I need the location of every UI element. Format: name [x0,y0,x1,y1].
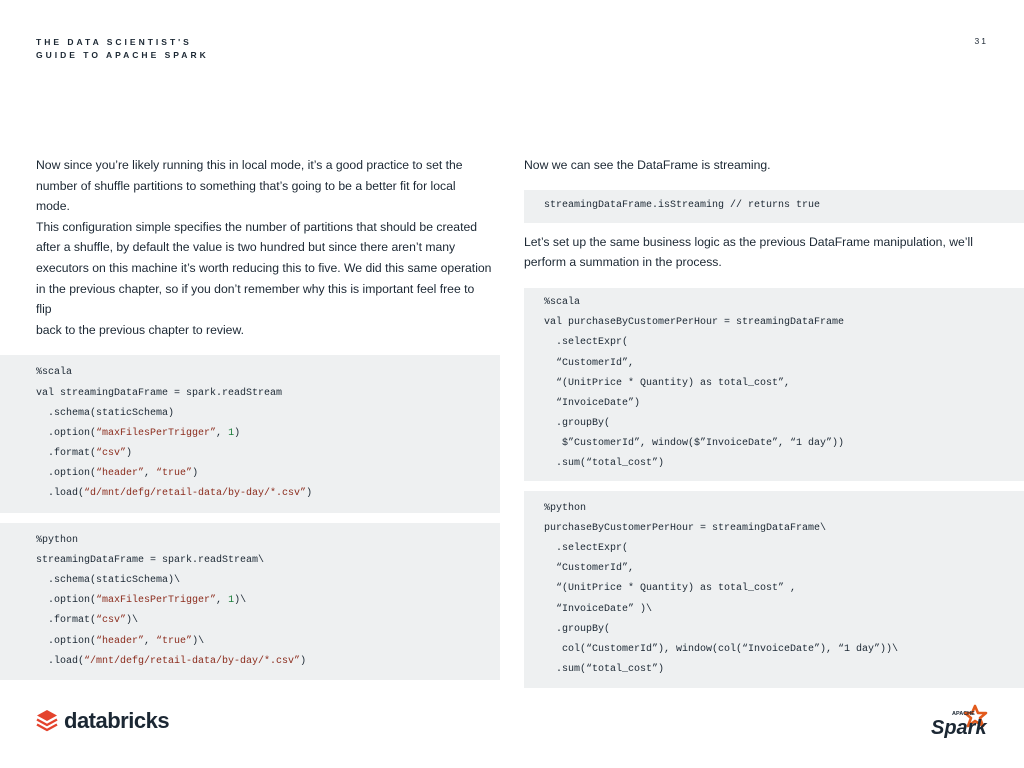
paragraph-line: Let’s set up the same business logic as the previous DataFrame manipulation, we’ll [524,234,973,249]
code-line: .option(“header”, “true”) [36,468,199,480]
code-line: .option(“header”, “true”)\ [36,635,205,647]
databricks-logo [36,708,169,734]
code-line: val streamingDataFrame = spark.readStream [36,387,283,399]
code-line: .sum(“total_cost”) [544,458,665,470]
code-line: .sum(“total_cost”) [544,664,665,676]
databricks-stack-icon [36,709,58,733]
code-line: “InvoiceDate” )\ [544,603,653,615]
apache-spark-logo [930,704,988,738]
right-column [524,155,1024,688]
code-line: .option(“maxFilesPerTrigger”, 1)\ [36,595,247,607]
code-line: streamingDataFrame.isStreaming // returns true [544,199,821,211]
code-line: streamingDataFrame = spark.readStream\ [36,554,265,566]
python-code-block [0,523,500,680]
code-line: %python [36,534,79,546]
spark-apache-label: APACHE [952,711,975,717]
spark-wordmark: Spark [931,717,987,738]
code-line: “InvoiceDate”) [544,397,641,409]
code-line: %scala [544,296,581,308]
code-line: %python [544,502,587,514]
header-line-1: THE DATA SCIENTIST'S [36,37,192,47]
code-line: .selectExpr( [544,337,629,349]
header-line-2: GUIDE TO APACHE SPARK [36,50,209,60]
streaming-paragraph: Now we can see the DataFrame is streaming. [524,158,771,172]
is-streaming-code-block [524,190,1024,223]
code-line: purchaseByCustomerPerHour = streamingDataFrame\ [544,522,827,534]
code-line: “(UnitPrice * Quantity) as total_cost” , [544,583,797,595]
code-line: .option(“maxFilesPerTrigger”, 1) [36,427,241,439]
code-line: col(“CustomerId”), window(col(“InvoiceDate”), “1 day”))\ [544,643,899,655]
business-logic-paragraph [524,232,1024,273]
paragraph-line: This configuration simple specifies the number of partitions that should be created [36,219,478,234]
scala-code-block [0,355,500,512]
paragraph-line: back to the previous chapter to review. [36,322,244,337]
code-line: .load(“/mnt/defg/retail-data/by-day/*.csv”) [36,655,307,667]
code-line: .groupBy( [544,623,611,635]
left-column [0,155,500,680]
python-aggregation-code-block [524,491,1024,689]
paragraph-line: after a shuffle, by default the value is two hundred but since there aren’t many [36,240,456,255]
code-line: .format(“csv”)\ [36,615,139,627]
paragraph-line: executors on this machine it’s worth reducing this to five. We did this same operation [36,260,492,275]
running-header [36,36,209,62]
code-line: .format(“csv”) [36,448,133,460]
code-line: “(UnitPrice * Quantity) as total_cost”, [544,377,791,389]
paragraph-line: Now since you’re likely running this in local mode, it’s a good practice to set the [36,158,463,172]
databricks-wordmark: databricks [64,708,170,733]
paragraph-line: in the previous chapter, so if you don’t remember why this is important feel free to flip [36,281,475,317]
code-line: .selectExpr( [544,543,629,555]
paragraph-line: number of shuffle partitions to something that’s going to be a better fit for local mode. [36,178,456,214]
code-line: .load(“d/mnt/defg/retail-data/by-day/*.csv”) [36,488,313,500]
code-line: .groupBy( [544,418,611,430]
page-number: 31 [974,36,988,46]
code-line: val purchaseByCustomerPerHour = streamingDataFrame [544,317,845,329]
code-line: “CustomerId”, [544,357,635,369]
scala-aggregation-code-block [524,288,1024,481]
paragraph-line: perform a summation in the process. [524,255,722,270]
code-line: %scala [36,367,73,379]
intro-paragraph [0,155,500,340]
code-line: .schema(staticSchema) [36,407,175,419]
code-line: $”CustomerId”, window($”InvoiceDate”, “1 day”)) [544,438,845,450]
code-line: “CustomerId”, [544,563,635,575]
code-line: .schema(staticSchema)\ [36,575,181,587]
